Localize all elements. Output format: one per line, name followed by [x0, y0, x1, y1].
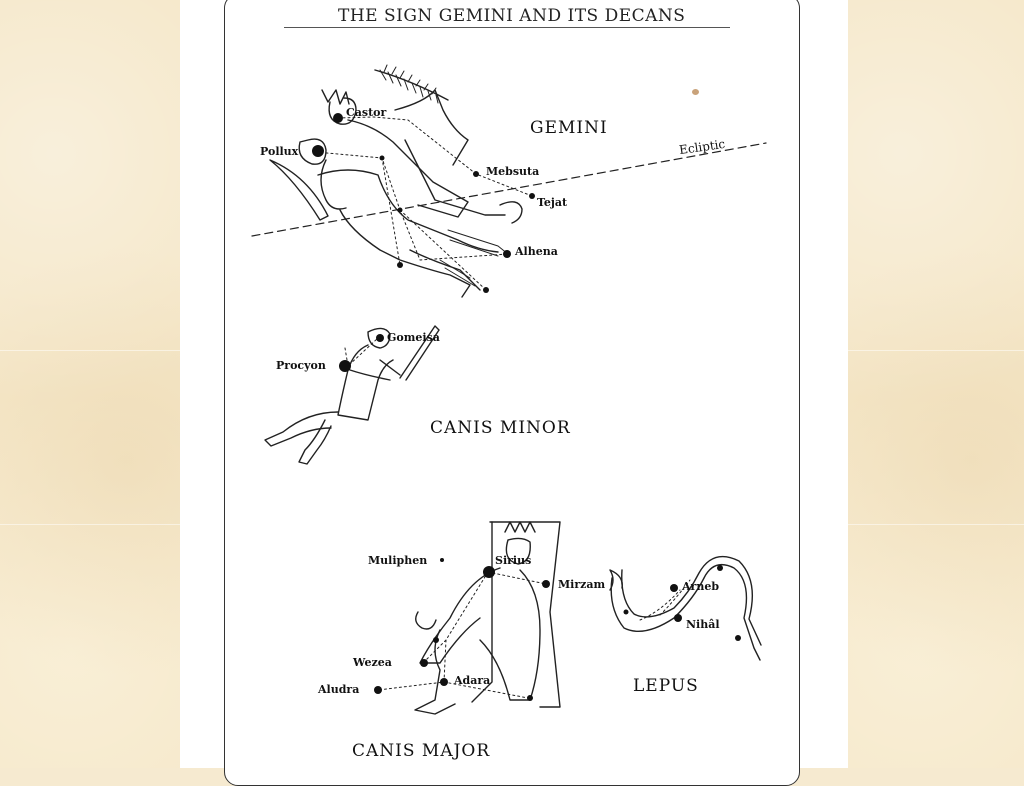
star-label-nihal: Nihâl — [686, 618, 720, 631]
star-label-pollux: Pollux — [260, 145, 299, 158]
star-label-gomeisa: Gomeisa — [387, 331, 440, 344]
star-label-procyon: Procyon — [276, 359, 326, 372]
constellation-gemini: GEMINI — [530, 118, 608, 138]
constellation-lepus: LEPUS — [633, 676, 699, 696]
page-title: THE SIGN GEMINI AND ITS DECANS — [338, 6, 686, 26]
star-label-wezea: Wezea — [353, 656, 392, 669]
constellation-canis-major: CANIS MAJOR — [352, 741, 491, 761]
constellation-canis-minor: CANIS MINOR — [430, 418, 571, 438]
star-label-adara: Adara — [454, 674, 491, 687]
star-label-alhena: Alhena — [515, 245, 558, 258]
ecliptic-label: Ecliptic — [678, 136, 726, 158]
star-label-arneb: Arneb — [682, 580, 720, 593]
star-label-mebsuta: Mebsuta — [486, 165, 540, 178]
ecliptic-line — [252, 143, 766, 236]
star-label-tejat: Tejat — [537, 196, 568, 209]
star-label-castor: Castor — [346, 106, 387, 119]
star-label-mirzam: Mirzam — [558, 578, 606, 591]
star-label-sirius: Sirius — [495, 554, 532, 567]
star-label-aludra: Aludra — [318, 683, 360, 696]
star-label-muliphen: Muliphen — [368, 554, 428, 567]
